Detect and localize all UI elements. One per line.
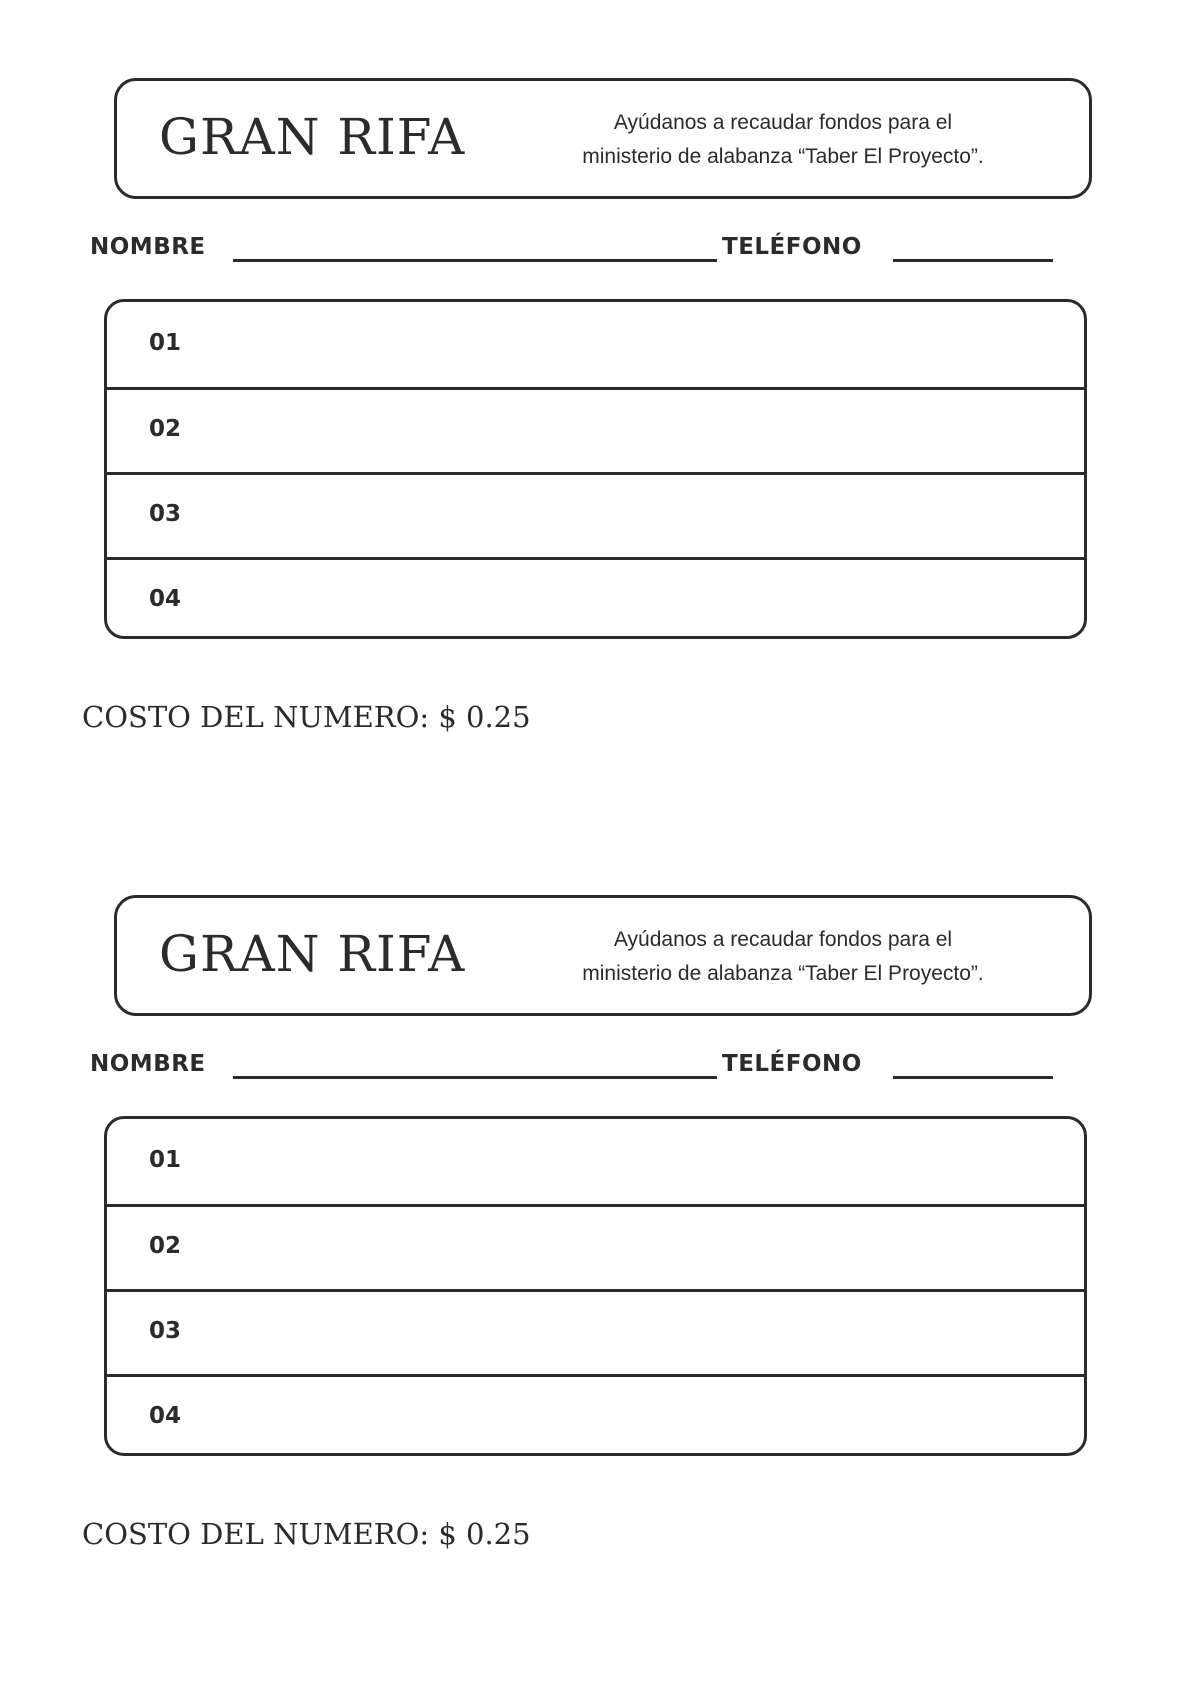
header-box bbox=[114, 78, 1092, 199]
number-row[interactable] bbox=[107, 557, 1084, 639]
name-label: NOMBRE bbox=[90, 1051, 206, 1077]
name-field[interactable] bbox=[233, 259, 717, 262]
number-row[interactable] bbox=[107, 1374, 1084, 1456]
tagline bbox=[533, 923, 1033, 991]
name-label: NOMBRE bbox=[90, 234, 206, 260]
number-label: 02 bbox=[149, 1233, 182, 1259]
tagline-line-2: ministerio de alabanza “Taber El Proyecto”. bbox=[582, 962, 984, 985]
number-label: 04 bbox=[149, 586, 182, 612]
tagline-line-1: Ayúdanos a recaudar fondos para el bbox=[613, 111, 953, 134]
number-label: 02 bbox=[149, 416, 182, 442]
number-label: 01 bbox=[149, 330, 182, 356]
numbers-table bbox=[104, 299, 1087, 639]
number-row[interactable] bbox=[107, 472, 1084, 557]
name-field[interactable] bbox=[233, 1076, 717, 1079]
phone-field[interactable] bbox=[893, 1076, 1053, 1079]
phone-label: TELÉFONO bbox=[722, 1051, 862, 1077]
cost-text: COSTO DEL NUMERO: $ 0.25 bbox=[82, 700, 531, 734]
number-label: 01 bbox=[149, 1147, 182, 1173]
number-label: 03 bbox=[149, 501, 182, 527]
tagline bbox=[533, 106, 1033, 174]
numbers-table bbox=[104, 1116, 1087, 1456]
ticket-title: GRAN RIFA bbox=[159, 108, 466, 166]
number-row[interactable] bbox=[107, 1119, 1084, 1204]
ticket-title: GRAN RIFA bbox=[159, 925, 466, 983]
number-row[interactable] bbox=[107, 302, 1084, 387]
tagline-line-1: Ayúdanos a recaudar fondos para el bbox=[613, 928, 953, 951]
number-row[interactable] bbox=[107, 1204, 1084, 1289]
raffle-ticket-2 bbox=[0, 817, 1200, 1577]
raffle-ticket-1 bbox=[0, 0, 1200, 760]
number-label: 04 bbox=[149, 1403, 182, 1429]
cost-text: COSTO DEL NUMERO: $ 0.25 bbox=[82, 1517, 531, 1551]
tagline-line-2: ministerio de alabanza “Taber El Proyecto”. bbox=[582, 145, 984, 168]
phone-field[interactable] bbox=[893, 259, 1053, 262]
phone-label: TELÉFONO bbox=[722, 234, 862, 260]
number-label: 03 bbox=[149, 1318, 182, 1344]
number-row[interactable] bbox=[107, 1289, 1084, 1374]
number-row[interactable] bbox=[107, 387, 1084, 472]
header-box bbox=[114, 895, 1092, 1016]
